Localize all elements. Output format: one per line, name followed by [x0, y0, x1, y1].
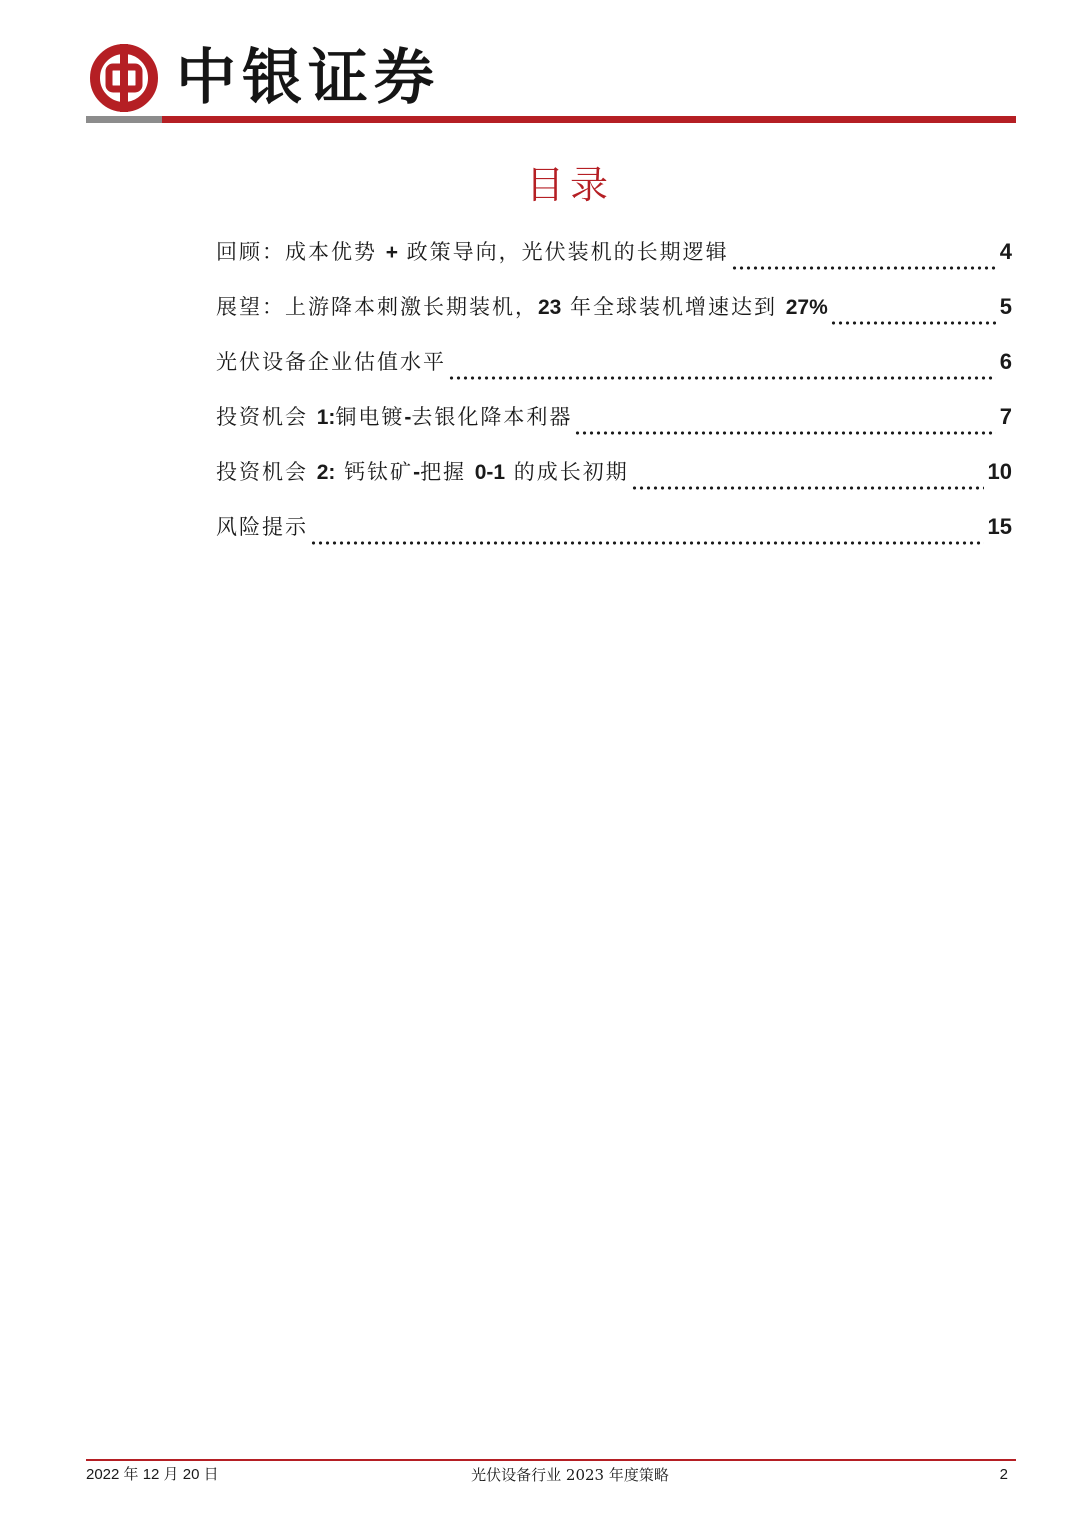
toc-entry-text: [216, 507, 308, 547]
toc-entry-review[interactable]: [216, 232, 1012, 287]
toc-text-part: 政策导向，光伏装机的长期逻辑: [406, 240, 729, 264]
toc-text-part: 把握: [420, 460, 467, 484]
toc-entry-text: [216, 452, 629, 493]
toc-entry-text: [216, 232, 729, 273]
footer-divider: [86, 1459, 1016, 1461]
toc-text-part: 年全球装机增速达到: [570, 295, 778, 319]
toc-text-part: +: [385, 241, 398, 264]
toc-text-part: 0-1: [474, 461, 506, 484]
toc-text-part: 铜电镀: [335, 405, 405, 429]
toc-entry-outlook[interactable]: [216, 287, 1012, 342]
brand-name: 中银证券: [176, 43, 440, 113]
toc-page-number: 5: [999, 294, 1012, 319]
toc-text-part: 投资机会: [216, 460, 308, 484]
header-divider-red: [162, 116, 1016, 123]
bank-of-china-logo-icon: [88, 42, 160, 114]
toc-text-part: 去银化降本利器: [411, 405, 573, 429]
toc-entry-opportunity-2[interactable]: [216, 452, 1012, 507]
toc-text-part: 2:: [316, 461, 336, 484]
toc-page-number: 4: [999, 239, 1012, 264]
toc-text-part: 钙钛矿: [344, 460, 414, 484]
footer-document-title: 光伏设备行业 2023 年度策略: [471, 1466, 669, 1484]
toc-list: [216, 232, 1012, 562]
toc-entry-text: [216, 287, 828, 328]
toc-page-number: 15: [987, 514, 1012, 539]
toc-dot-leader: [448, 375, 996, 381]
toc-dot-leader: [830, 320, 996, 326]
footer-page-number: 2: [999, 1466, 1008, 1483]
toc-title: 目录: [525, 163, 614, 207]
toc-text-part: 风险提示: [216, 515, 308, 539]
toc-entry-text: [216, 342, 446, 382]
toc-text-part: 投资机会: [216, 405, 308, 429]
toc-page-number: 7: [999, 404, 1012, 429]
toc-page-number: 6: [999, 349, 1012, 374]
toc-text-part: 1:: [316, 406, 336, 429]
toc-dot-leader: [631, 485, 984, 491]
header-divider-gray: [86, 116, 162, 123]
footer-date: 2022 年 12 月 20 日: [86, 1466, 219, 1483]
toc-text-part: -: [404, 406, 412, 429]
toc-entry-risk[interactable]: [216, 507, 1012, 562]
toc-dot-leader: [310, 540, 984, 546]
toc-dot-leader: [731, 265, 996, 271]
toc-entry-valuation[interactable]: [216, 342, 1012, 397]
toc-dot-leader: [574, 430, 995, 436]
toc-text-part: 光伏设备企业估值水平: [216, 350, 446, 374]
toc-text-part: 23: [538, 296, 562, 319]
toc-text-part: -: [413, 461, 421, 484]
toc-entry-text: [216, 397, 572, 438]
toc-page-number: 10: [987, 459, 1012, 484]
toc-text-part: 的成长初期: [513, 460, 629, 484]
toc-text-part: 回顾：成本优势: [216, 240, 377, 264]
toc-text-part: 27%: [785, 296, 828, 319]
toc-entry-opportunity-1[interactable]: [216, 397, 1012, 452]
toc-text-part: 展望：上游降本刺激长期装机，: [216, 295, 538, 319]
